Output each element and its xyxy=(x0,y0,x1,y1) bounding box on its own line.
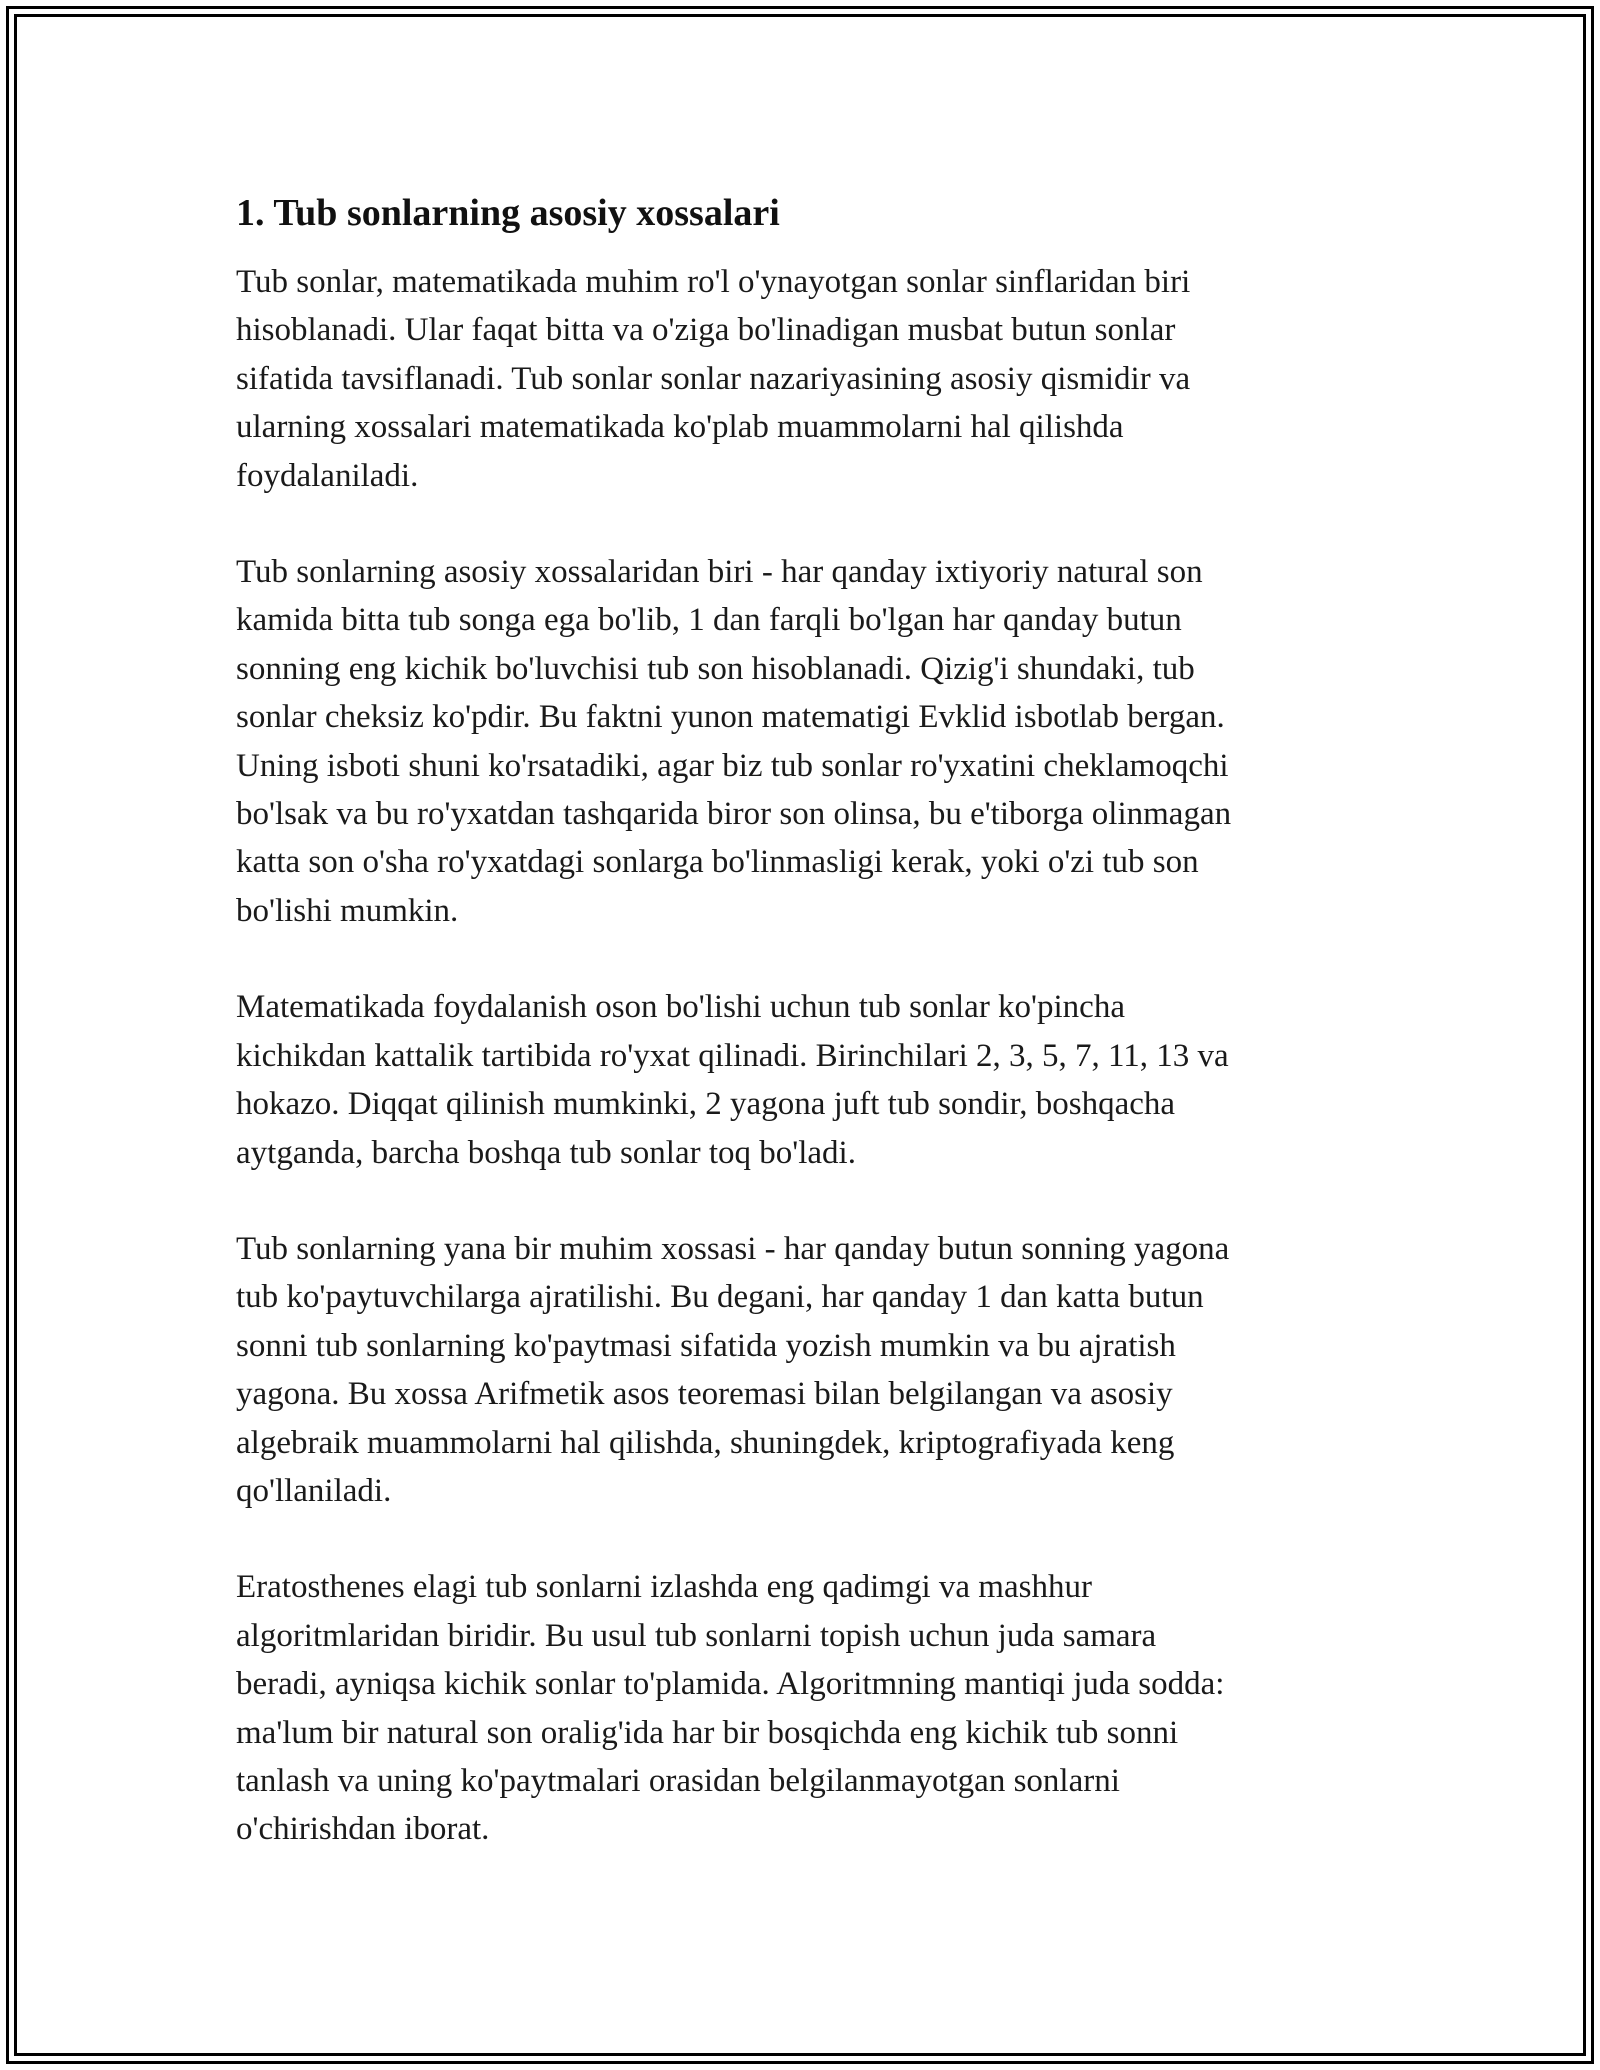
paragraph-1: Tub sonlar, matematikada muhim ro'l o'ynayotgan sonlar sinflaridan biri hisoblanadi. Ular faqat bitta va o'ziga bo'linadigan musbat butun sonlar sifatida tavsiflanadi. Tub sonlar sonlar nazariyasining asosiy qismidir va ularning xossalari matematikada ko'plab muammolarni hal qilishda foydalaniladi. xyxy=(236,264,1191,494)
section-title: 1. Tub sonlarning asosiy xossalari xyxy=(236,192,780,234)
paragraph-4: Tub sonlarning yana bir muhim xossasi - har qanday butun sonning yagona tub ko'paytuvchilarga ajratilishi. Bu degani, har qanday 1 dan katta butun sonni tub sonlarning ko'paytmasi sifatida yozish mumkin va bu ajratish yagona. Bu xossa Arifmetik asos teoremasi bilan belgilangan va asosiy algebraik muammolarni hal qilishda, shuningdek, kriptografiyada keng qo'llaniladi. xyxy=(236,1230,1230,1509)
paragraph-5: Eratosthenes elagi tub sonlarni izlashda eng qadimgi va mashhur algoritmlaridan biridir. Bu usul tub sonlarni topish uchun juda samara beradi, ayniqsa kichik sonlar to'plamida. Algoritmning mantiqi juda sodda: ma'lum bir natural son oralig'ida har bir bosqichda eng kichik tub sonni tanlash va uning ko'paytmalari orasidan belgilanmayotgan sonlarni o'chirishdan iborat. xyxy=(236,1569,1225,1848)
paragraph-3: Matematikada foydalanish oson bo'lishi uchun tub sonlar ko'pincha kichikdan kattalik tartibida ro'yxat qilinadi. Birinchilari 2, 3, 5, 7, 11, 13 va hokazo. Diqqat qilinish mumkinki, 2 yagona juft tub sondir, boshqacha aytganda, barcha boshqa tub sonlar toq bo'ladi. xyxy=(236,989,1229,1171)
paragraph-2: Tub sonlarning asosiy xossalaridan biri - har qanday ixtiyoriy natural son kamida bitta tub songa ega bo'lib, 1 dan farqli bo'lgan har qanday butun sonning eng kichik bo'luvchisi tub son hisoblanadi. Qizig'i shundaki, tub sonlar cheksiz ko'pdir. Bu faktni yunon matematigi Evklid isbotlab bergan. Uning isboti shuni ko'rsatadiki, agar biz tub sonlar ro'yxatini cheklamoqchi bo'lsak va bu ro'yxatdan tashqarida biror son olinsa, bu e'tiborga olinmagan katta son o'sha ro'yxatdagi sonlarga bo'linmasligi kerak, yoki o'zi tub son bo'lishi mumkin. xyxy=(236,554,1232,929)
document-body xyxy=(236,185,1366,1854)
